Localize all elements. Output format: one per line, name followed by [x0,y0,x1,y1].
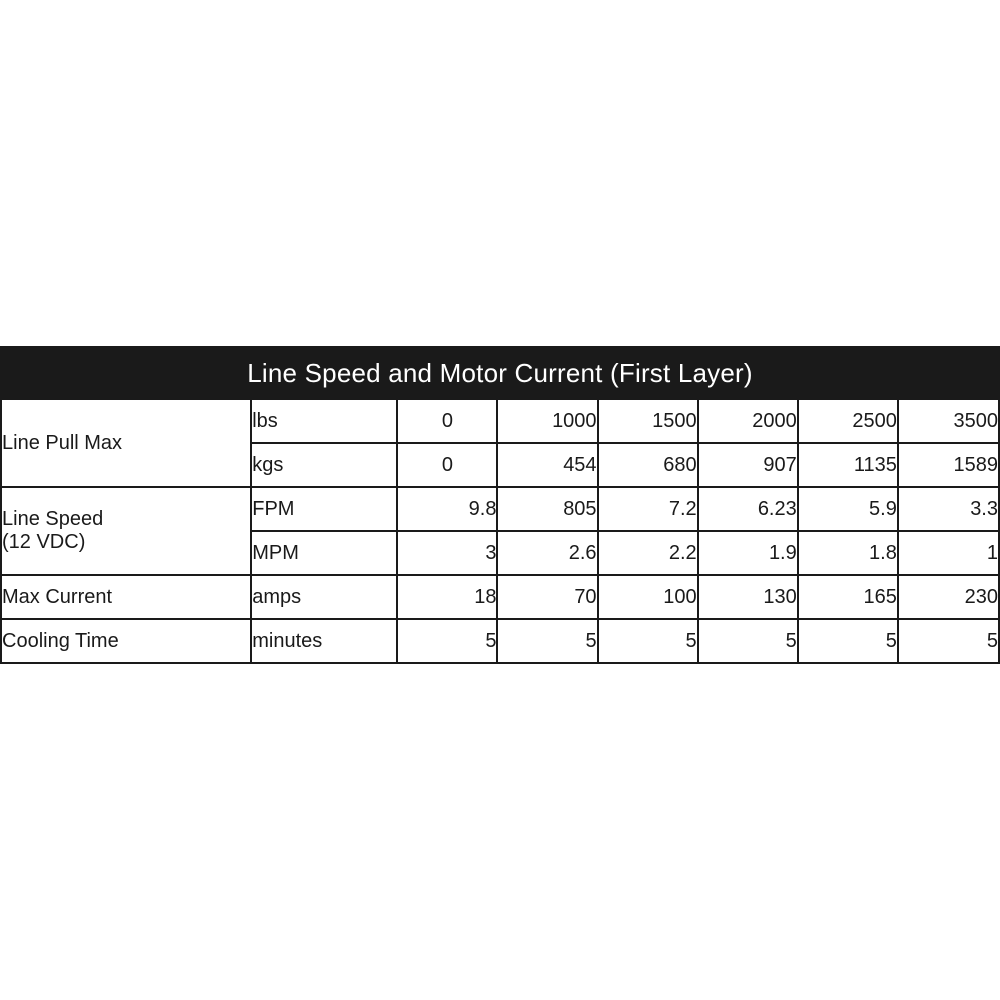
cell-value: 2.2 [598,531,698,575]
cell-value: 2500 [798,399,898,443]
cell-value: 6.23 [698,487,798,531]
cell-value: 230 [898,575,999,619]
table-row [1,575,999,619]
cell-value: 1.9 [698,531,798,575]
cell-value: 130 [698,575,798,619]
row-label-cooling-time: Cooling Time [1,619,251,663]
cell-value: 5 [397,619,497,663]
cell-value: 2000 [698,399,798,443]
cell-value: 3500 [898,399,999,443]
cell-value: 0 [397,443,497,487]
cell-value: 18 [397,575,497,619]
cell-value: 5 [497,619,597,663]
row-unit-fpm: FPM [251,487,397,531]
table-row [1,619,999,663]
cell-value: 1 [898,531,999,575]
table-title-row [1,347,999,399]
row-unit-minutes: minutes [251,619,397,663]
line-speed-motor-current-table [0,346,1000,664]
cell-value: 7.2 [598,487,698,531]
table-row [1,487,999,531]
cell-value: 5 [798,619,898,663]
row-unit-mpm: MPM [251,531,397,575]
cell-value: 680 [598,443,698,487]
cell-value: 100 [598,575,698,619]
cell-value: 5 [898,619,999,663]
row-label-line-speed-main: Line Speed [2,508,104,530]
row-label-max-current: Max Current [1,575,251,619]
cell-value: 9.8 [397,487,497,531]
spec-table-container [0,346,1000,664]
cell-value: 2.6 [497,531,597,575]
table-row [1,399,999,443]
cell-value: 70 [497,575,597,619]
cell-value: 5 [698,619,798,663]
cell-value: 907 [698,443,798,487]
table-title: Line Speed and Motor Current (First Layer) [1,347,999,399]
row-unit-amps: amps [251,575,397,619]
cell-value: 3.3 [898,487,999,531]
cell-value: 1589 [898,443,999,487]
row-unit-lbs: lbs [251,399,397,443]
cell-value: 1000 [497,399,597,443]
cell-value: 1135 [798,443,898,487]
row-label-line-speed-voltage: (12 VDC) [2,531,86,553]
cell-value: 5 [598,619,698,663]
cell-value: 454 [497,443,597,487]
cell-value: 805 [497,487,597,531]
cell-value: 0 [397,399,497,443]
cell-value: 5.9 [798,487,898,531]
row-label-line-pull-max: Line Pull Max [1,399,251,487]
row-label-line-speed [1,487,251,575]
cell-value: 165 [798,575,898,619]
cell-value: 3 [397,531,497,575]
cell-value: 1.8 [798,531,898,575]
row-unit-kgs: kgs [251,443,397,487]
cell-value: 1500 [598,399,698,443]
